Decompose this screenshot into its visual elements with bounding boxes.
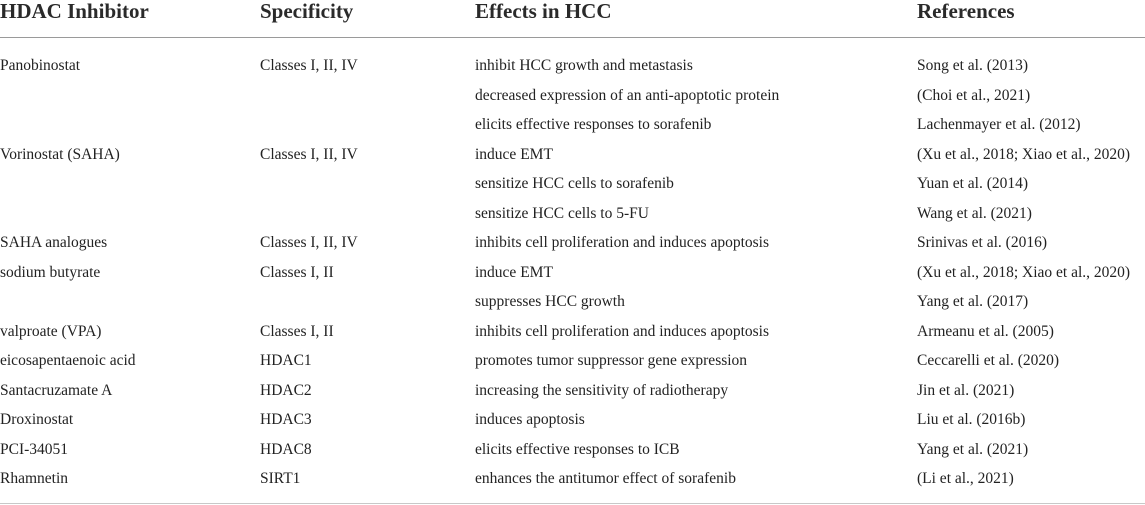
table-row — [0, 347, 1145, 377]
header-references: References — [917, 0, 1015, 23]
cell-inhibitor: Rhamnetin — [0, 470, 69, 487]
cell-specificity: Classes I, II, IV — [260, 145, 358, 163]
cell-effect: sensitize HCC cells to sorafenib — [475, 175, 674, 192]
cell-inhibitor: Droxinostat — [0, 411, 74, 428]
cell-effect: promotes tumor suppressor gene expression — [475, 352, 748, 369]
cell-specificity: HDAC1 — [260, 352, 312, 369]
cell-reference: (Li et al., 2021) — [917, 470, 1014, 487]
cell-specificity: SIRT1 — [260, 470, 301, 487]
cell-specificity: Classes I, II — [260, 322, 334, 340]
cell-inhibitor: PCI-34051 — [0, 440, 69, 458]
cell-effect: elicits effective responses to sorafenib — [475, 116, 712, 133]
cell-specificity: HDAC8 — [260, 440, 312, 458]
cell-effect: enhances the antitumor effect of sorafenib — [475, 470, 736, 487]
cell-effect: inhibit HCC growth and metastasis — [475, 57, 693, 74]
header-effects: Effects in HCC — [475, 0, 612, 23]
cell-effect: induce EMT — [475, 145, 553, 163]
cell-effect: induces apoptosis — [475, 411, 585, 428]
cell-effect: decreased expression of an anti-apoptotic protein — [475, 86, 780, 104]
cell-inhibitor: Vorinostat (SAHA) — [0, 145, 120, 163]
table-row — [0, 52, 1145, 82]
table-row — [0, 436, 1145, 466]
cell-specificity: Classes I, II, IV — [260, 57, 358, 74]
cell-effect: sensitize HCC cells to 5-FU — [475, 204, 649, 222]
cell-reference: Lachenmayer et al. (2012) — [917, 116, 1081, 133]
table-row — [0, 377, 1145, 407]
table-row — [0, 288, 1145, 318]
cell-reference: Yuan et al. (2014) — [917, 175, 1029, 192]
cell-reference: Song et al. (2013) — [917, 57, 1029, 74]
cell-effect: suppresses HCC growth — [475, 293, 625, 310]
table-row — [0, 465, 1145, 495]
cell-effect: inhibits cell proliferation and induces apoptosis — [475, 234, 770, 251]
cell-reference: Liu et al. (2016b) — [917, 411, 1026, 428]
table-row — [0, 318, 1145, 348]
cell-effect: induce EMT — [475, 263, 553, 281]
cell-reference: (Choi et al., 2021) — [917, 86, 1031, 104]
cell-inhibitor: SAHA analogues — [0, 234, 108, 251]
table-row — [0, 229, 1145, 259]
cell-inhibitor: valproate (VPA) — [0, 322, 102, 340]
cell-inhibitor: sodium butyrate — [0, 263, 101, 281]
cell-specificity: HDAC2 — [260, 381, 312, 399]
cell-reference: Jin et al. (2021) — [917, 381, 1015, 399]
header-inhibitor: HDAC Inhibitor — [0, 0, 149, 23]
cell-reference: Armeanu et al. (2005) — [917, 322, 1054, 340]
table-bottom-rule — [0, 503, 1145, 504]
cell-reference: Yang et al. (2017) — [917, 293, 1029, 310]
cell-reference: Wang et al. (2021) — [917, 204, 1032, 222]
table-row — [0, 406, 1145, 436]
cell-reference: Yang et al. (2021) — [917, 440, 1029, 458]
cell-inhibitor: Santacruzamate A — [0, 381, 113, 399]
cell-effect: increasing the sensitivity of radiotherapy — [475, 381, 729, 399]
cell-effect: elicits effective responses to ICB — [475, 440, 680, 458]
cell-effect: inhibits cell proliferation and induces apoptosis — [475, 322, 770, 340]
cell-reference: Ceccarelli et al. (2020) — [917, 352, 1060, 369]
table-row — [0, 141, 1145, 171]
header-specificity: Specificity — [260, 0, 354, 23]
cell-inhibitor: eicosapentaenoic acid — [0, 352, 136, 369]
table-row — [0, 259, 1145, 289]
table-row — [0, 82, 1145, 112]
table-row — [0, 170, 1145, 200]
cell-reference: (Xu et al., 2018; Xiao et al., 2020) — [917, 145, 1131, 163]
cell-reference: (Xu et al., 2018; Xiao et al., 2020) — [917, 263, 1131, 281]
table-header — [0, 0, 1145, 38]
table-row — [0, 200, 1145, 230]
cell-inhibitor: Panobinostat — [0, 57, 81, 74]
cell-specificity: Classes I, II — [260, 263, 334, 281]
table-row — [0, 111, 1145, 141]
cell-reference: Srinivas et al. (2016) — [917, 234, 1048, 251]
cell-specificity: Classes I, II, IV — [260, 234, 358, 251]
cell-specificity: HDAC3 — [260, 411, 312, 428]
